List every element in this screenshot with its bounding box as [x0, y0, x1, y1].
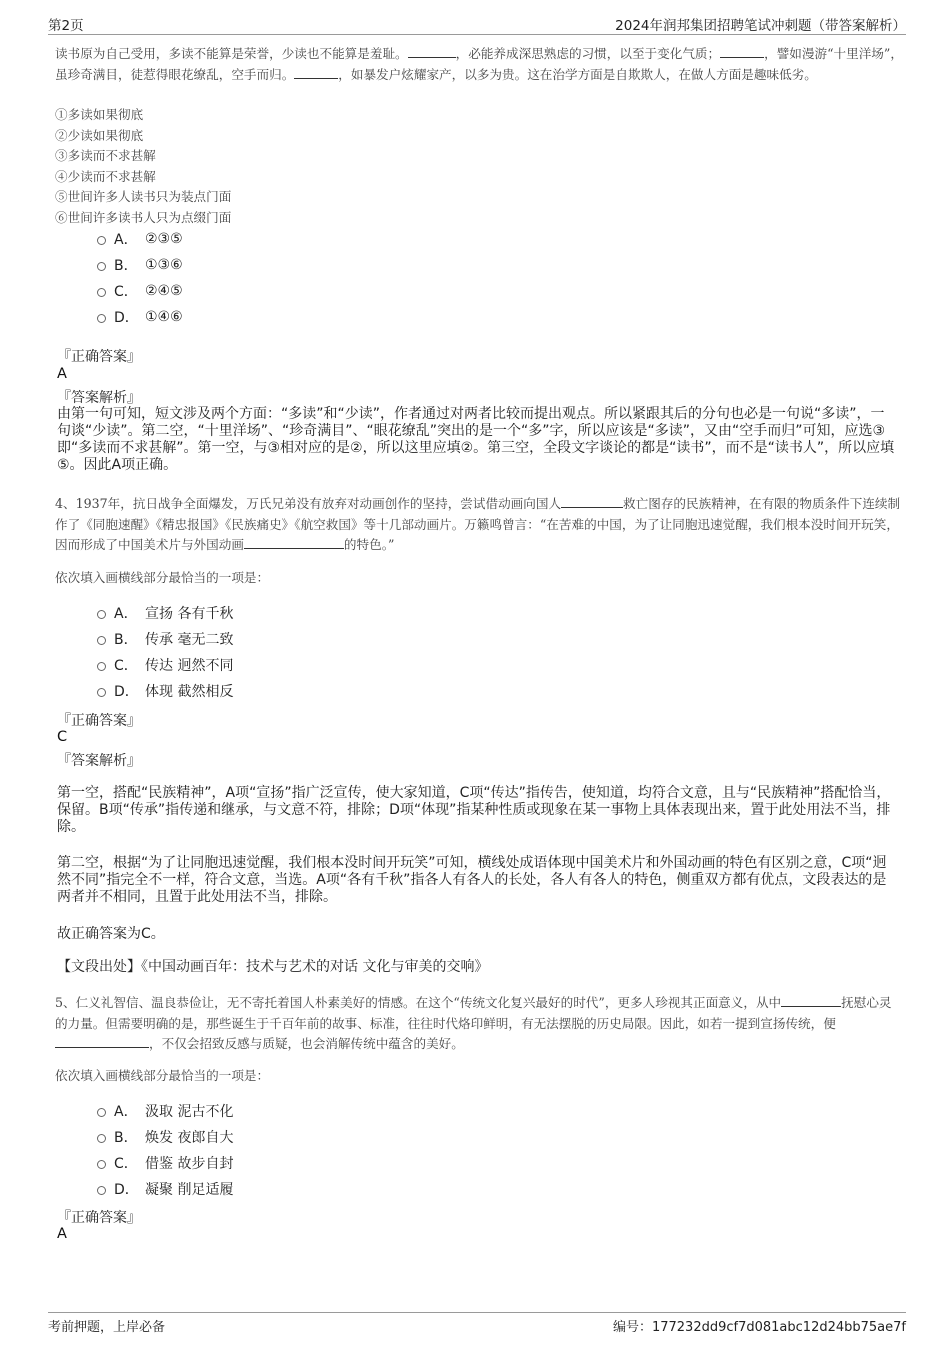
radio-icon[interactable] [97, 688, 106, 697]
q3-answer-heading: 『正确答案』 [57, 349, 141, 365]
q4-option-a[interactable]: A． 宣扬 各有千秋 [97, 600, 233, 626]
radio-icon[interactable] [97, 1186, 106, 1195]
answer-blank [55, 1034, 149, 1048]
radio-icon[interactable] [97, 610, 106, 619]
radio-icon[interactable] [97, 636, 106, 645]
q3-items [55, 105, 904, 228]
q3-answer: A [57, 366, 67, 382]
q3-stem: 读书原为自己受用，多读不能算是荣誉，少读也不能算是羞耻。 ，必能养成深思熟虑的习惯，以至于变化气质； ，譬如漫游“十里洋场”，虽珍奇满目，徒惹得眼花缭乱，空手而归。 ，如暴发户炫耀家产，以多为贵。这在治学方面是自欺欺人，在做人方面是趣味低劣。 [55, 46, 903, 82]
answer-blank [294, 65, 338, 79]
q3-analysis-heading: 『答案解析』 [57, 390, 141, 406]
q4-analysis-para-2: 第二空，根据“为了让同胞迅速觉醒，我们根本没时间开玩笑”可知，横线处成语体现中国美术片和外国动画的特色有区别之意，C项“迥然不同”指完全不一样，符合文意，当选。A项“各有千秋”指各人有各人的长处，各人有各人的特色，侧重双方都有优点，文段表达的是两者并不相同，且置于此处用法不当，排除。 [57, 855, 887, 905]
radio-icon[interactable] [97, 288, 106, 297]
q3-options [97, 226, 183, 330]
list-item: ②少读如果彻底 [55, 127, 144, 143]
q4-analysis-para-3: 故正确答案为C。 [57, 926, 165, 942]
page-number: 第2页 [48, 18, 84, 34]
q5-answer: A [57, 1226, 67, 1242]
answer-blank [720, 44, 764, 58]
q4-stem: 4、1937年，抗日战争全面爆发，万氏兄弟没有放弃对动画创作的坚持，尝试借动画向国人 救亡图存的民族精神，在有限的物质条件下连续制作了《同胞速醒》《精忠报国》《民族痛史》《航空救国》等十几部动画片。万籁鸣曾言：“在苦难的中国，为了让同胞迅速觉醒，我们根本没时间开玩笑，因而形成了中国美术片与外国动画 的特色。” [55, 496, 901, 552]
list-item: ⑤世间许多人读书只为装点门面 [55, 189, 232, 204]
q4-answer: C [57, 729, 68, 745]
document-title: 2024年润邦集团招聘笔试冲刺题（带答案解析） [615, 18, 906, 34]
answer-blank [244, 535, 344, 549]
answer-blank [781, 993, 841, 1007]
q4-options [97, 600, 233, 704]
list-item: ④少读而不求甚解 [55, 168, 156, 184]
footer-slogan: 考前押题，上岸必备 [48, 1320, 166, 1335]
answer-blank [408, 44, 456, 58]
radio-icon[interactable] [97, 314, 106, 323]
q4-answer-heading: 『正确答案』 [57, 713, 141, 729]
q5-answer-heading: 『正确答案』 [57, 1210, 141, 1226]
q5-prompt: 依次填入画横线部分最恰当的一项是： [55, 1068, 270, 1083]
radio-icon[interactable] [97, 1160, 106, 1169]
q5-stem: 5、仁义礼智信、温良恭俭让，无不寄托着国人朴素美好的情感。在这个“传统文化复兴最好的时代”，更多人珍视其正面意义，从中 抚慰心灵的力量。但需要明确的是，那些诞生于千百年前的故事、标准，往往时代烙印鲜明，有无法摆脱的历史局限。因此，如若一提到宣扬传统，便，不仅会招致反感与质疑，也会消解传统中蕴含的美好。 [55, 995, 892, 1051]
q4-analysis-para-1: 第一空，搭配“民族精神”，A项“宣扬”指广泛宣传，使大家知道，C项“传达”指传告，使知道，均符合文意，且与“民族精神”搭配恰当，保留。B项“传承”指传递和继承，与文意不符，排除；D项“体现”指某种性质或现象在某一事物上具体表现出来，置于此处用法不当，排除。 [57, 785, 891, 835]
q3-analysis: 由第一句可知，短文涉及两个方面：“多读”和“少读”，作者通过对两者比较而提出观点。所以紧跟其后的分句也必是一句说“多读”，一句谈“少读”。第二空，“十里洋场”、“珍奇满目”、“眼花缭乱”突出的是一个“多”字，所以应该是“多读”，又由“空手而归”可知，应选③即“多读而不求甚解”。第一空，与③相对应的是②，所以这里应填②。第三空，全段文字谈论的都是“读书”，而不是“读书人”，所以应填⑤。因此A项正确。 [57, 406, 895, 473]
list-item: ⑥世间许多读书人只为点缀门面 [55, 209, 232, 225]
q3-option-a[interactable]: A． ②③⑤ [97, 226, 183, 252]
radio-icon[interactable] [97, 236, 106, 245]
q3-option-d[interactable]: D． ①④⑥ [97, 304, 183, 330]
page-header [48, 12, 906, 35]
q5-option-c[interactable]: C． 借鉴 故步自封 [97, 1150, 233, 1176]
page-footer [48, 1312, 906, 1335]
q5-option-d[interactable]: D． 凝聚 削足适履 [97, 1176, 233, 1202]
radio-icon[interactable] [97, 262, 106, 271]
q4-source: 【文段出处】《中国动画百年：技术与艺术的对话 文化与审美的交响》 [57, 959, 489, 975]
document-code: 编号：177232dd9cf7d081abc12d24bb75ae7f [612, 1320, 906, 1335]
q4-option-c[interactable]: C． 传达 迥然不同 [97, 652, 233, 678]
q4-prompt: 依次填入画横线部分最恰当的一项是： [55, 570, 270, 585]
q3-option-b[interactable]: B． ①③⑥ [97, 252, 183, 278]
q4-analysis-heading: 『答案解析』 [57, 753, 141, 769]
q4-option-d[interactable]: D． 体现 截然相反 [97, 678, 233, 704]
radio-icon[interactable] [97, 1108, 106, 1117]
q3-option-c[interactable]: C． ②④⑤ [97, 278, 183, 304]
radio-icon[interactable] [97, 662, 106, 671]
q5-option-b[interactable]: B． 焕发 夜郎自大 [97, 1124, 233, 1150]
radio-icon[interactable] [97, 1134, 106, 1143]
list-item: ③多读而不求甚解 [55, 148, 156, 163]
answer-blank [561, 494, 623, 508]
q5-option-a[interactable]: A． 汲取 泥古不化 [97, 1098, 233, 1124]
q4-option-b[interactable]: B． 传承 毫无二致 [97, 626, 233, 652]
list-item: ①多读如果彻底 [55, 107, 144, 122]
q5-options [97, 1098, 233, 1202]
